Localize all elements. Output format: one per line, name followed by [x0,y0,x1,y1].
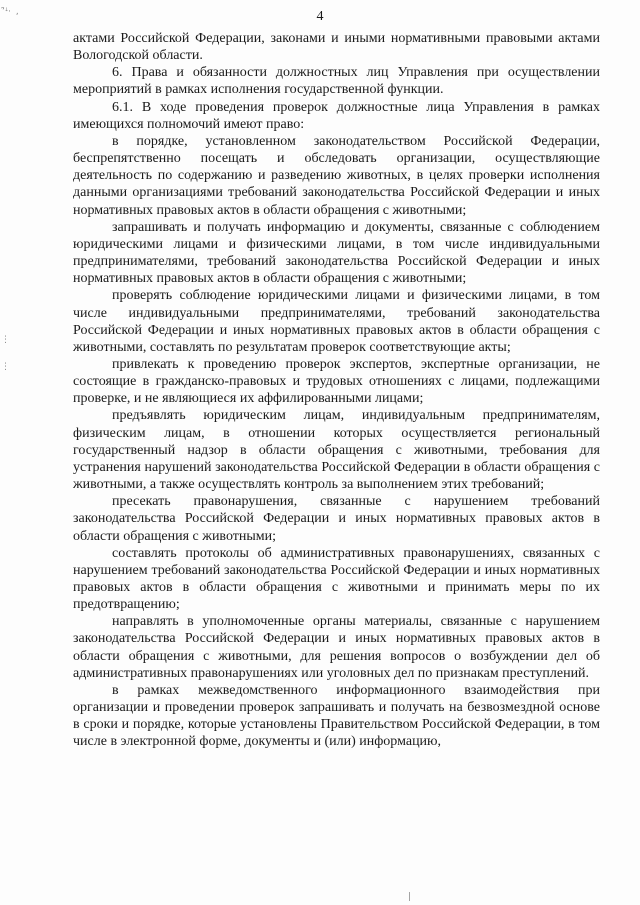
paragraph: привлекать к проведению проверок экспертов, экспертные организации, не состоящие в гражданско-правовых и трудовых отношениях с лицами, подлежащими проверке, и не являющиеся их аффилированными лицами; [73,356,600,407]
scan-artifact-mark: | [408,892,412,902]
paragraph: предъявлять юридическим лицам, индивидуальным предпринимателям, физическим лицам, в отношении которых осуществляется региональный государственный надзор в области обращения с животными, требования для устранения нарушений законодательства Российской Федерации в области обращения с животными, а также осуществлять контроль за выполнением этих требований; [73,408,600,493]
paragraph: пресекать правонарушения, связанные с нарушением требований законодательства Российской Федерации и иных нормативных правовых актов в области обращения с животными; [73,494,600,544]
paragraph: в рамках межведомственного информационного взаимодействия при организации и проведении проверок запрашивать и получать на безвозмездной основе в сроки и порядке, которые установлены Правительством Российской Федерации, в том числе в электронной форме, документы и (или) информацию, [73,682,600,750]
paragraph: направлять в уполномоченные органы материалы, связанные с нарушением законодательства Российской Федерации и иных нормативных правовых актов в области обращения с животными, для решения вопросов о возбуждении дел об административных правонарушениях или уголовных дел по признакам преступлений. [73,614,600,681]
scan-artifact-mark: ⋮ [1,362,10,372]
paragraph: составлять протоколы об административных правонарушениях, связанных с нарушением требований законодательства Российской Федерации и иных нормативных правовых актов в области обращения с животными и принимать меры по их предотвращению; [73,545,600,613]
paragraph: 6.1. В ходе проведения проверок должностные лица Управления в рамках имеющихся полномочий имеют право: [73,99,600,132]
page-number: 4 [316,9,324,24]
document-body [73,30,600,751]
paragraph: 6. Права и обязанности должностных лиц Управления при осуществлении мероприятий в рамках исполнения государственной функции. [73,65,600,98]
paragraph: актами Российской Федерации, законами и иными нормативными правовыми актами Вологодской области. [73,31,600,64]
scan-artifact-mark: ⋮ [1,335,10,345]
paragraph: в порядке, установленном законодательством Российской Федерации, беспрепятственно посещать и обследовать организации, осуществляющие деятельность по содержанию и разведению животных, в целях проверки исполнения данными организациями требований законодательства Российской Федерации и иных нормативных правовых актов в области обращения с животными; [73,133,600,218]
paragraph: запрашивать и получать информацию и документы, связанные с соблюдением юридическими лицами и физическими лицами, в том числе индивидуальными предпринимателями, требований законодательства Российской Федерации и иных нормативных правовых актов в области обращения с животными; [73,219,600,287]
scan-artifact-mark: ’̑ꜜ· ‚ [2,7,19,17]
paragraph: проверять соблюдение юридическими лицами и физическими лицами, в том числе индивидуальными предпринимателями, требований законодательства Российской Федерации и иных нормативных правовых актов в области обращения с животными, составлять по результатам проверок соответствующие акты; [73,288,600,355]
